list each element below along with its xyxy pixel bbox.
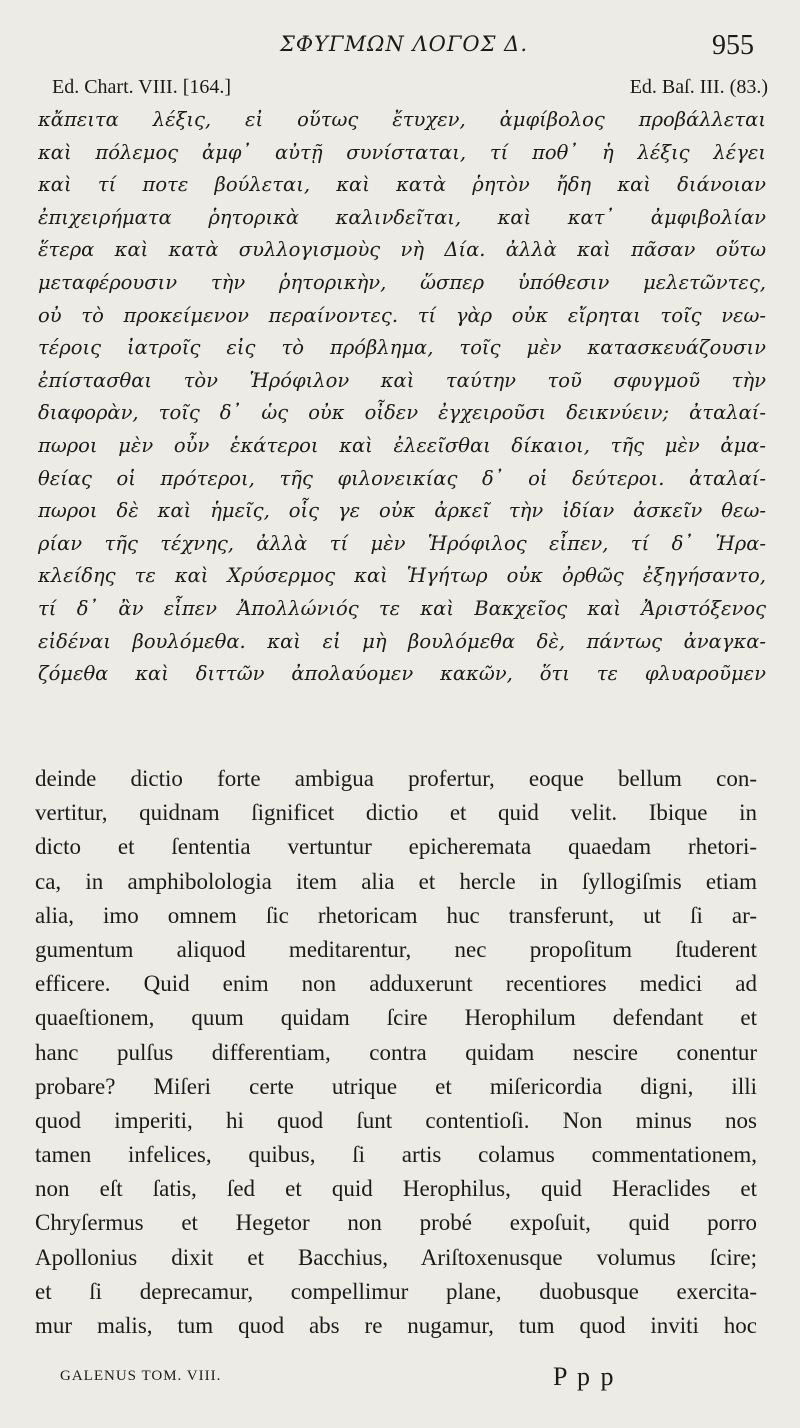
greek-line: πωροι δὲ καὶ ἡμεῖς, οἷς γε οὐκ ἀρκεῖ τὴν ἰδίαν ἀσκεῖν θεω- <box>38 499 766 523</box>
greek-line: κἄπειτα λέξις, εἰ οὕτως ἔτυχεν, ἀμφίβολος προβάλλεται <box>38 108 766 131</box>
latin-line: vertitur, quidnam ſignificet dictio et quid velit. Ibique in <box>35 800 757 826</box>
greek-line: εἰδέναι βουλόμεθα. καὶ εἰ μὴ βουλόμεθα δὲ, πάντως ἀναγκα- <box>38 629 766 653</box>
greek-line: κλείδης τε καὶ Χρύσερμος καὶ Ἡγήτωρ οὐκ ὀρθῶς ἐξηγήσαντο, <box>38 564 766 588</box>
greek-line: μεταφέρουσιν τὴν ῥητορικὴν, ὥσπερ ὑπόθεσιν μελετῶντες, <box>38 270 766 294</box>
volume-signature: GALENUS TOM. VIII. <box>60 1368 222 1384</box>
greek-line: τέροις ἰατροῖς εἰς τὸ πρόβλημα, τοῖς μὲν κατασκευάζουσιν <box>38 336 766 360</box>
greek-line: διαφορὰν, τοῖς δ᾽ ὡς οὐκ οἶδεν ἐγχειροῦσι δεικνύειν; ἀταλαί- <box>38 401 766 425</box>
sheet-signature-mark: P p p <box>553 1362 616 1391</box>
greek-line: καὶ πόλεμος ἀμφ᾽ αὐτῇ συνίσταται, τί ποθ᾽ ἡ λέξις λέγει <box>38 140 766 164</box>
greek-line: οὐ τὸ προκείμενον περαίνοντες. τί γὰρ οὐκ εἴρηται τοῖς νεω- <box>38 303 766 327</box>
latin-line: efficere. Quid enim non adduxerunt recentiores medici ad <box>35 971 757 997</box>
running-title: ΣΦΥΓΜΩΝ ΛΟΓΟΣ Δ. <box>280 32 528 56</box>
latin-line: deinde dictio forte ambigua profertur, eoque bellum con- <box>35 766 757 791</box>
latin-text-block <box>35 762 757 1343</box>
latin-line: mur malis, tum quod abs re nugamur, tum quod inviti hoc <box>35 1313 757 1338</box>
latin-line: quaeſtionem, quum quidam ſcire Herophilum defendant et <box>35 1005 757 1031</box>
edition-reference-basel: Ed. Baſ. III. (83.) <box>629 76 768 98</box>
greek-line: θείας οἱ πρότεροι, τῆς φιλονεικίας δ᾽ οἱ δεύτεροι. ἀταλαί- <box>38 466 766 490</box>
latin-line: quod imperiti, hi quod ſunt contentioſi. Non minus nos <box>35 1107 757 1133</box>
greek-line: πωροι μὲν οὖν ἑκάτεροι καὶ ἐλεεῖσθαι δίκαιοι, τῆς μὲν ἀμα- <box>38 433 766 457</box>
greek-line: καὶ τί ποτε βούλεται, καὶ κατὰ ῥητὸν ἤδη καὶ διάνοιαν <box>38 173 766 197</box>
greek-line: ἐπίστασθαι τὸν Ἡρόφιλον καὶ ταύτην τοῦ σφυγμοῦ τὴν <box>38 368 766 392</box>
latin-line: gumentum aliquod meditarentur, nec propoſitum ſtuderent <box>35 936 757 962</box>
greek-line: ρίαν τῆς τέχνης, ἀλλὰ τί μὲν Ἡρόφιλος εἶπεν, τί δ᾽ Ἡρα- <box>38 531 766 555</box>
latin-line: Apollonius dixit et Bacchius, Ariſtoxenusque volumus ſcire; <box>35 1244 757 1270</box>
greek-line: ζόμεθα καὶ διττῶν ἀπολαύομεν κακῶν, ὅτι τε φλυαροῦμεν <box>38 662 766 686</box>
edition-reference-chartier: Ed. Chart. VIII. [164.] <box>52 76 232 98</box>
page-number: 955 <box>712 30 754 61</box>
greek-line: τί δ᾽ ἂν εἶπεν Ἀπολλώνιός τε καὶ Βακχεῖος καὶ Ἀριστόξενος <box>38 596 766 620</box>
page-footer <box>60 1362 620 1402</box>
latin-line: non eſt ſatis, ſed et quid Herophilus, quid Heraclides et <box>35 1176 757 1202</box>
greek-text-block <box>38 104 766 691</box>
latin-line: hanc pulſus differentiam, contra quidam nescire conentur <box>35 1039 757 1065</box>
latin-line: alia, imo omnem ſic rhetoricam huc transferunt, ut ſi ar- <box>35 902 757 928</box>
greek-line: ἕτερα καὶ κατὰ συλλογισμοὺς νὴ Δία. ἀλλὰ καὶ πᾶσαν οὕτω <box>38 238 766 262</box>
edition-references <box>52 76 768 102</box>
latin-line: probare? Miſeri certe utrique et miſericordia digni, illi <box>35 1073 757 1099</box>
latin-line: et ſi deprecamur, compellimur plane, duobusque exercita- <box>35 1278 757 1304</box>
greek-line: ἐπιχειρήματα ῥητορικὰ καλινδεῖται, καὶ κατ᾽ ἀμφιβολίαν <box>38 205 766 229</box>
latin-line: ca, in amphibolologia item alia et hercle in ſyllogiſmis etiam <box>35 868 757 894</box>
latin-line: dicto et ſententia vertuntur epicheremata quaedam rhetori- <box>35 834 757 860</box>
running-head <box>0 30 800 64</box>
latin-line: Chryſermus et Hegetor non probé expoſuit, quid porro <box>35 1210 757 1236</box>
latin-line: tamen infelices, quibus, ſi artis colamus commentationem, <box>35 1142 757 1168</box>
